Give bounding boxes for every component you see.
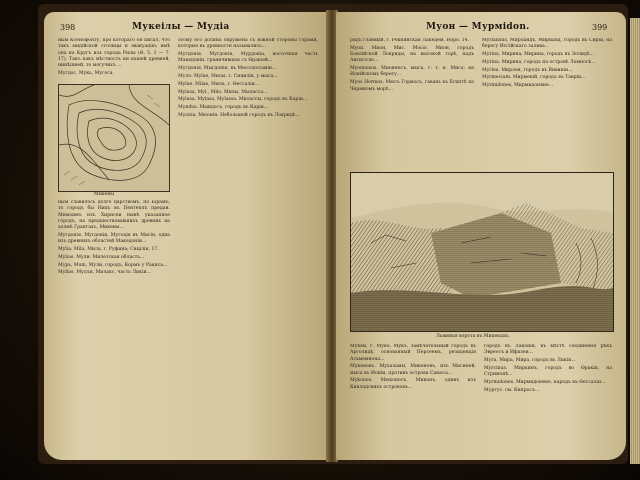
topographic-map-drawing xyxy=(59,85,169,191)
left-col1-paragraph: Мугдонія. Мугдоніи, Мугоція въ Мисіи, одна изъ древнихъ областей Македоніи... xyxy=(58,232,170,245)
right-page-number: 399 xyxy=(592,23,608,32)
left-col2-paragraph: Mylasa, Myl., Milo, Милы, Мыласса... xyxy=(178,89,268,95)
right-bottom-col1-paragraph: Мукеи, г. Муке, Мукъ, замѣчательный городъ въ Арголидѣ, основанный Персеемъ, резиденція Агамемнона... xyxy=(350,344,476,362)
left-col1-paragraph: Муllas. Мулли, Милакс, часть Ликіи... xyxy=(58,270,151,276)
left-col2-paragraph: Mylasa. Mylasa, Mylassa, Милассы, городъ въ Каріи... xyxy=(178,97,308,103)
left-col2-paragraph: этому его долина окружена съ южной стороны горами, которые въ древности назывались... xyxy=(178,38,318,50)
right-top-col2-paragraph: Myrlandus, Мирландъ, Мирианд, городъ въ Сиріи, на берегу Иссійскаго залива... xyxy=(482,38,612,50)
right-bottom-col2-paragraph: городъ въ Лаконіи, въ мѣстѣ соединенія рѣкъ Эвреосъ и Ифазеи... xyxy=(484,344,612,356)
right-bottom-column-2 xyxy=(484,344,612,454)
right-top-col1-paragraph: Myon. Мион, Мис. Μυών, Мион, городъ Бовлійской Локриды, на высокой горѣ, надъ Ангиссою... xyxy=(350,45,474,64)
right-top-col2-paragraph: Муrina. Мирина, городъ на островѣ Лемносѣ... xyxy=(482,59,596,65)
left-col1-paragraph: Mylia. Mila, Мила, г. Руфина; Сиціліи, 17. xyxy=(58,247,159,253)
right-top-col2-paragraph: Мyrmecium. Мирмекій, городъ въ Тавріи... xyxy=(482,75,586,81)
left-col2-paragraph: Муло. Mylae, Милы, г. Сицилія, у мыса... xyxy=(178,73,278,79)
page-edges xyxy=(630,18,640,464)
engraving-caption: Львиныя ворота въ Микенахъ. xyxy=(436,334,510,339)
right-top-column-1 xyxy=(350,38,474,166)
right-bottom-col2-paragraph: Мyrcinus. Миркинъ, городъ во Ѳракіи, на Стримонѣ... xyxy=(484,365,612,378)
left-page xyxy=(44,12,328,460)
engraving-illustration xyxy=(350,172,614,332)
right-bottom-col2-paragraph: Мургус. см. Кипросъ... xyxy=(484,387,540,393)
right-bottom-col1-paragraph: Mykonos. Мюконосъ, Миконъ, одинъ изъ Кикладскихъ острововъ... xyxy=(350,378,476,390)
map-caption: Микены xyxy=(94,192,115,197)
left-column-1-top xyxy=(58,38,170,82)
right-top-column-2 xyxy=(482,38,612,166)
right-top-col1-paragraph: Myonnesus. Мионнесъ, мыса, г. т. н. Мисэ; на Ионійскомъ берегу... xyxy=(350,66,474,78)
left-col2-paragraph: Мугдонія. Мугдонія, Мурдоніа, восточная часть Македоніи, граничившая съ Ѳракіей... xyxy=(178,52,318,64)
right-top-col2-paragraph: Муrmidones, Мирмидоняне... xyxy=(482,83,554,89)
right-running-head: Муон — Мурмidon. xyxy=(426,22,530,32)
left-column-2 xyxy=(178,38,318,456)
left-col2-paragraph: Муndus. Мындосъ, городъ въ Каріи... xyxy=(178,105,269,111)
left-col1-paragraph: Мугдос, Мукь, Мугоса. xyxy=(58,70,114,76)
left-col1-paragraph: ным Ксенофонту, про котораго он писал, что такъ мидійской столицы и эвакуацію; имѣ она на Кругъ изъ города Рилы (Ѳ. 5. 1 — 7. 17). Такъ какъ мѣстноcть ни нашей древней, нинѣшней, то могучихъ ... xyxy=(58,38,170,69)
right-top-col2-paragraph: Myrlea. Мирлея, городъ въ Виѳиніи... xyxy=(482,67,573,73)
left-col1-paragraph: ным славилось долго царствомъ, по Бірамъ, то городъ бы Нихъ въ Пентеплъ предан. Мимоимъ изъ Хирнсеи нынѣ указанное городъ, на предшествовавшихъ древних на холмѣ Грангахъ, Микены... xyxy=(58,200,170,231)
left-col1-paragraph: Mylias. Мули. Милетская область... xyxy=(58,254,145,260)
left-column-1-bottom xyxy=(58,200,170,455)
right-bottom-column-1 xyxy=(350,344,476,454)
right-top-col2-paragraph: Муrina, Мирина, Мирина, городъ въ Эолидѣ... xyxy=(482,52,594,58)
left-page-number: 398 xyxy=(60,23,76,32)
right-bottom-col1-paragraph: Мукеновъ. Мухаламы, Микеновъ, изъ Мисиней, мыса въ Ионіи, противъ острова Самоса... xyxy=(350,364,476,376)
ruins-engraving-drawing xyxy=(351,173,613,331)
left-col2-paragraph: Mylae. Milae, Мила, г. Ѳессаліи... xyxy=(178,81,260,87)
left-running-head: Мукеілы — Мудіа xyxy=(132,22,230,32)
right-bottom-col2-paragraph: Myrmidones. Мирмидоняне, народъ въ Ѳессаліи... xyxy=(484,379,606,385)
right-page xyxy=(336,12,626,460)
right-bottom-col2-paragraph: Муra, Мира, Мира, городъ въ Ликіи... xyxy=(484,358,576,364)
left-col1-paragraph: Мурь, Mum, Мули, городъ, Кормъ у Ракиса... xyxy=(58,262,168,268)
right-top-col1-paragraph: рядъ главный, г. Рекнинская Лакедем. Норо. 14. xyxy=(350,38,470,43)
left-col2-paragraph: Мугдонія, Мыгдонія, въ Мессопотаміи... xyxy=(178,66,277,72)
map-illustration xyxy=(58,84,170,192)
open-book xyxy=(38,4,628,464)
right-top-col1-paragraph: Муos Hormos, Мюсъ Гормосъ, гавань въ Египтѣ на Чермномъ морѣ... xyxy=(350,80,474,92)
left-col2-paragraph: Муonia. Мюонія. Небольшой городъ въ Локридѣ... xyxy=(178,112,300,118)
